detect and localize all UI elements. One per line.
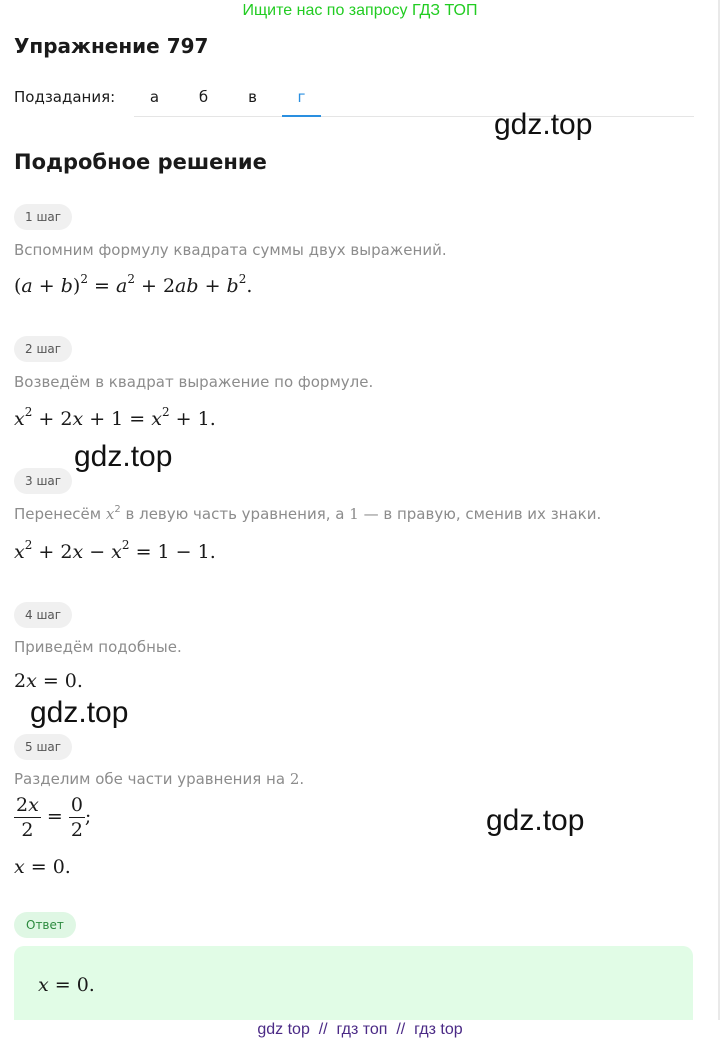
page-title: Упражнение 797 xyxy=(14,34,209,58)
step-badge: 5 шаг xyxy=(14,734,72,760)
step-text: Перенесём $x^2$ в левую часть уравнения, а 1 — в правую, сменив их знаки. xyxy=(14,504,602,523)
answer-badge: Ответ xyxy=(14,912,76,938)
tab-b[interactable]: б xyxy=(198,88,209,106)
watermark: gdz.top xyxy=(30,696,129,729)
step-badge: 1 шаг xyxy=(14,204,72,230)
footer-link[interactable]: gdz top xyxy=(257,1021,310,1038)
step-badge: 3 шаг xyxy=(14,468,72,494)
step-formula: x = 0. xyxy=(14,856,71,878)
step-badge: 4 шаг xyxy=(14,602,72,628)
promo-banner[interactable]: Ищите нас по запросу ГДЗ ТОП xyxy=(242,2,478,19)
watermark: gdz.top xyxy=(486,804,585,837)
tab-a[interactable]: а xyxy=(149,88,160,106)
watermark: gdz.top xyxy=(74,440,173,473)
step-text: Вспомним формулу квадрата суммы двух выражений. xyxy=(14,241,447,259)
step-badge: 2 шаг xyxy=(14,336,72,362)
footer-separator: // xyxy=(396,1021,406,1038)
subtasks-label: Подзадания: xyxy=(14,88,116,106)
step-text: Возведём в квадрат выражение по формуле. xyxy=(14,373,374,391)
answer-formula: x = 0. xyxy=(38,974,95,996)
watermark: gdz.top xyxy=(494,108,593,141)
step-formula: 2x = 0. xyxy=(14,670,83,692)
footer-link[interactable]: гдз top xyxy=(414,1021,463,1038)
step-text: Приведём подобные. xyxy=(14,638,182,656)
footer-links xyxy=(0,1021,720,1039)
tab-v[interactable]: в xyxy=(248,88,257,106)
solution-title: Подробное решение xyxy=(14,150,267,174)
footer-link[interactable]: гдз топ xyxy=(336,1021,388,1038)
step-text: Разделим обе части уравнения на 2. xyxy=(14,770,305,788)
step-formula: $x^2 + 2x - x^2 = 1 - 1$. xyxy=(14,538,216,563)
step-formula: $(a + b)^2 = a^2 + 2ab + b^2$. xyxy=(14,272,253,297)
step-formula: $x^2 + 2x + 1 = x^2 + 1$. xyxy=(14,405,216,430)
answer-box xyxy=(14,946,693,1020)
footer-separator: // xyxy=(318,1021,328,1038)
step-fraction-formula: $\frac{2x}{2}$ = $\frac{0}{2}$ ; xyxy=(16,794,92,841)
tab-g[interactable]: г xyxy=(282,86,321,117)
